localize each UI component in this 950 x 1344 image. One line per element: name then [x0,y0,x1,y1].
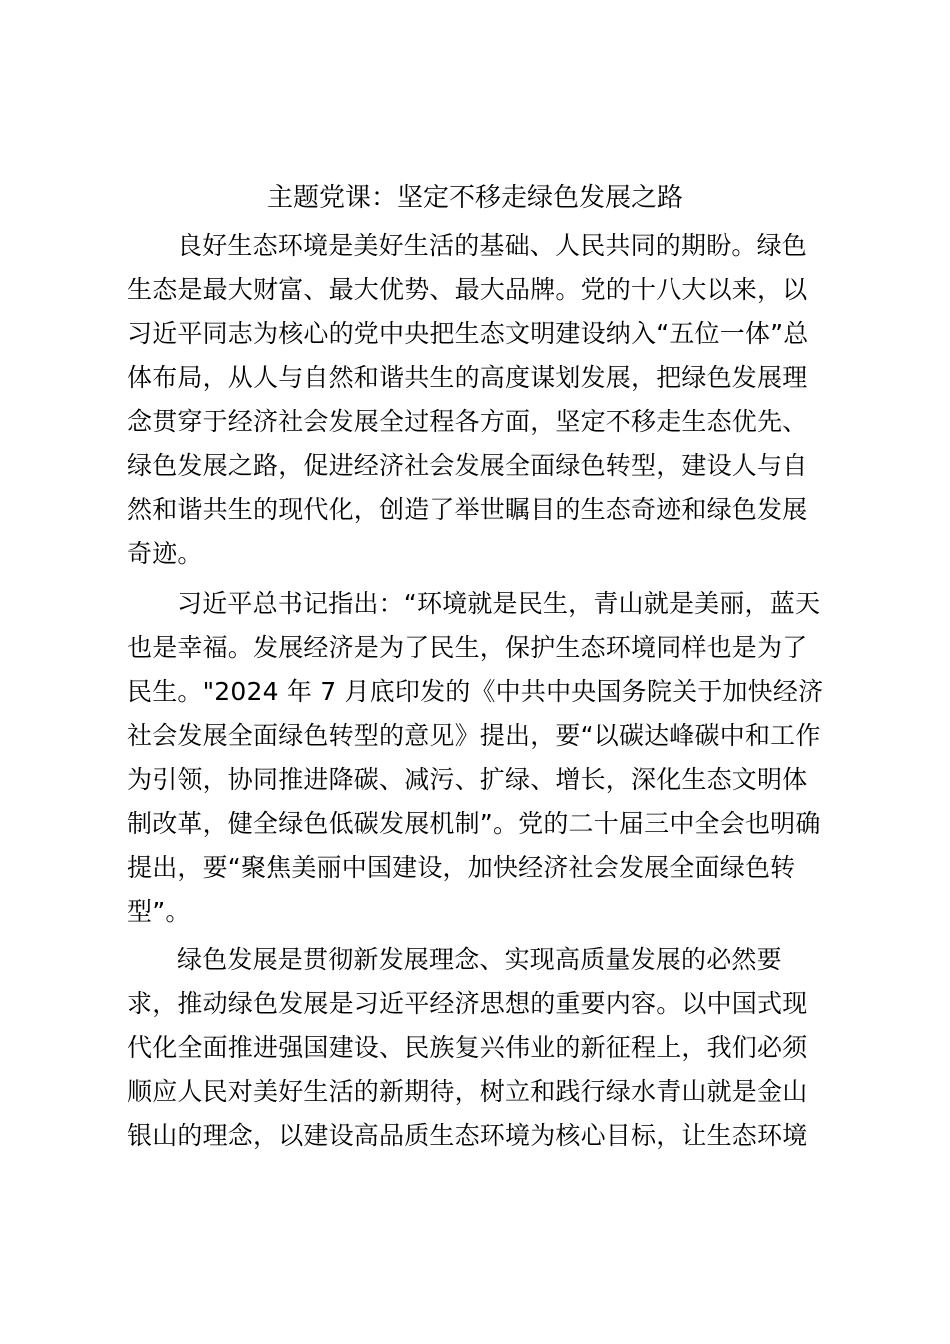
paragraph-line: 念贯穿于经济社会发展全过程各方面，坚定不移走生态优先、 [127,407,808,436]
paragraph-line: 也是幸福。发展经济是为了民生，保护生态环境同样也是为了 [127,633,808,662]
paragraph-1 [127,224,847,576]
paragraph-line: 社会发展全面绿色转型的意见》提出，要“以碳达峰碳中和工作 [127,721,821,750]
paragraph-line: 提出，要“聚焦美丽中国建设，加快经济社会发展全面绿色转 [127,853,796,882]
paragraph-line: 习近平同志为核心的党中央把生态文明建设纳入“五位一体”总 [127,319,809,348]
paragraph-line: 制改革，健全绿色低碳发展机制”。党的二十届三中全会也明确 [127,809,821,838]
paragraph-line: 求，推动绿色发展是习近平经济思想的重要内容。以中国式现 [127,989,808,1018]
document-title: 主题党课：坚定不移走绿色发展之路 [266,183,683,213]
paragraph-line: 为引领，协同推进降碳、减污、扩绿、增长，深化生态文明体 [127,765,808,794]
paragraph-line: 顺应人民对美好生活的新期待，树立和践行绿水青山就是金山 [127,1077,808,1106]
paragraph-line: 习近平总书记指出：“环境就是民生，青山就是美丽，蓝天 [177,589,821,618]
paragraph-line: 体布局，从人与自然和谐共生的高度谋划发展，把绿色发展理 [127,363,808,392]
paragraph-3 [127,938,847,1158]
paragraph-line: 奇迹。 [127,539,203,568]
paragraph-line: 生态是最大财富、最大优势、最大品牌。党的十八大以来，以 [127,275,808,304]
paragraph-2 [127,582,847,934]
paragraph-line: 银山的理念，以建设高品质生态环境为核心目标，让生态环境 [127,1121,808,1150]
paragraph-line: 民生。"2024 年 7 月底印发的《中共中央国务院关于加快经济 [127,677,824,706]
paragraph-line: 然和谐共生的现代化，创造了举世瞩目的生态奇迹和绿色发展 [127,495,808,524]
paragraph-line: 绿色发展之路，促进经济社会发展全面绿色转型，建设人与自 [127,451,808,480]
paragraph-line: 型”。 [127,897,191,926]
paragraph-line: 代化全面推进强国建设、民族复兴伟业的新征程上，我们必须 [127,1033,808,1062]
paragraph-line: 绿色发展是贯彻新发展理念、实现高质量发展的必然要 [177,945,782,974]
paragraph-line: 良好生态环境是美好生活的基础、人民共同的期盼。绿色 [177,231,808,260]
